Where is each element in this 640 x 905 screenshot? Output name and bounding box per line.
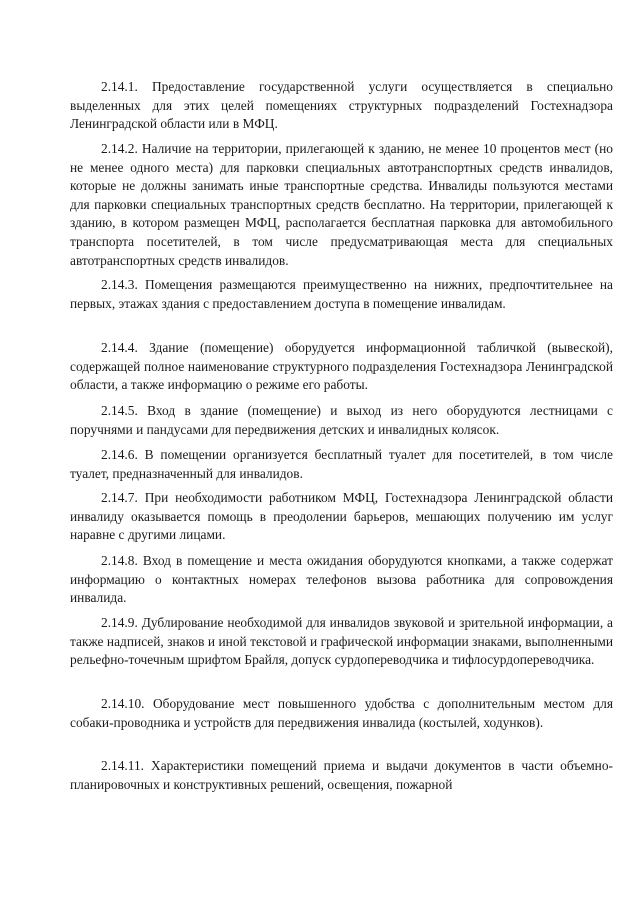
paragraph-2-14-8: 2.14.8. Вход в помещение и места ожидания оборудуются кнопками, а также содержат информацию о контактных номерах телефонов вызова работника для сопровождения инвалида. xyxy=(70,553,613,606)
paragraph-2-14-3: 2.14.3. Помещения размещаются преимущественно на нижних, предпочтительнее на первых, этажах здания с предоставлением доступа в помещение инвалидам. xyxy=(70,277,613,311)
paragraph-2-14-4: 2.14.4. Здание (помещение) оборудуется информационной табличкой (вывеской), содержащей полное наименование структурного подразделения Гостехнадзора Ленинградской области, а также информацию о режиме его работы. xyxy=(70,340,613,393)
paragraph-2-14-11: 2.14.11. Характеристики помещений приема и выдачи документов в части объемно-планировочных и конструктивных решений, освещения, пожарной xyxy=(70,758,613,792)
paragraph-2-14-9: 2.14.9. Дублирование необходимой для инвалидов звуковой и зрительной информации, а также надписей, знаков и иной текстовой и графической информации знаками, выполненными рельефно-точечным шрифтом Брайля, допуск сурдопереводчика и тифлосурдопереводчика. xyxy=(70,615,613,668)
paragraph-2-14-5: 2.14.5. Вход в здание (помещение) и выход из него оборудуются лестницами с поручнями и пандусами для передвижения детских и инвалидных колясок. xyxy=(70,403,613,437)
paragraph-2-14-2: 2.14.2. Наличие на территории, прилегающей к зданию, не менее 10 процентов мест (но не менее одного места) для парковки специальных автотранспортных средств инвалидов, которые не должны занимать иные транспортные средства. Инвалиды пользуются местами для парковки специальных транспортных средств бесплатно. На территории, прилегающей к зданию, в котором размещен МФЦ, располагается бесплатная парковка для автомобильного транспорта посетителей, в том числе предусматривающая места для специальных автотранспортных средств инвалидов. xyxy=(70,141,613,268)
paragraph-2-14-10: 2.14.10. Оборудование мест повышенного удобства с дополнительным местом для собаки-проводника и устройств для передвижения инвалида (костылей, ходунков). xyxy=(70,696,613,730)
paragraph-2-14-1: 2.14.1. Предоставление государственной услуги осуществляется в специально выделенных для этих целей помещениях структурных подразделений Гостехнадзора Ленинградской области или в МФЦ. xyxy=(70,79,613,132)
paragraph-2-14-7: 2.14.7. При необходимости работником МФЦ, Гостехнадзора Ленинградской области инвалиду оказывается помощь в преодолении барьеров, мешающих получению им услуг наравне с другими лицами. xyxy=(70,490,613,543)
paragraph-2-14-6: 2.14.6. В помещении организуется бесплатный туалет для посетителей, в том числе туалет, предназначенный для инвалидов. xyxy=(70,447,613,481)
